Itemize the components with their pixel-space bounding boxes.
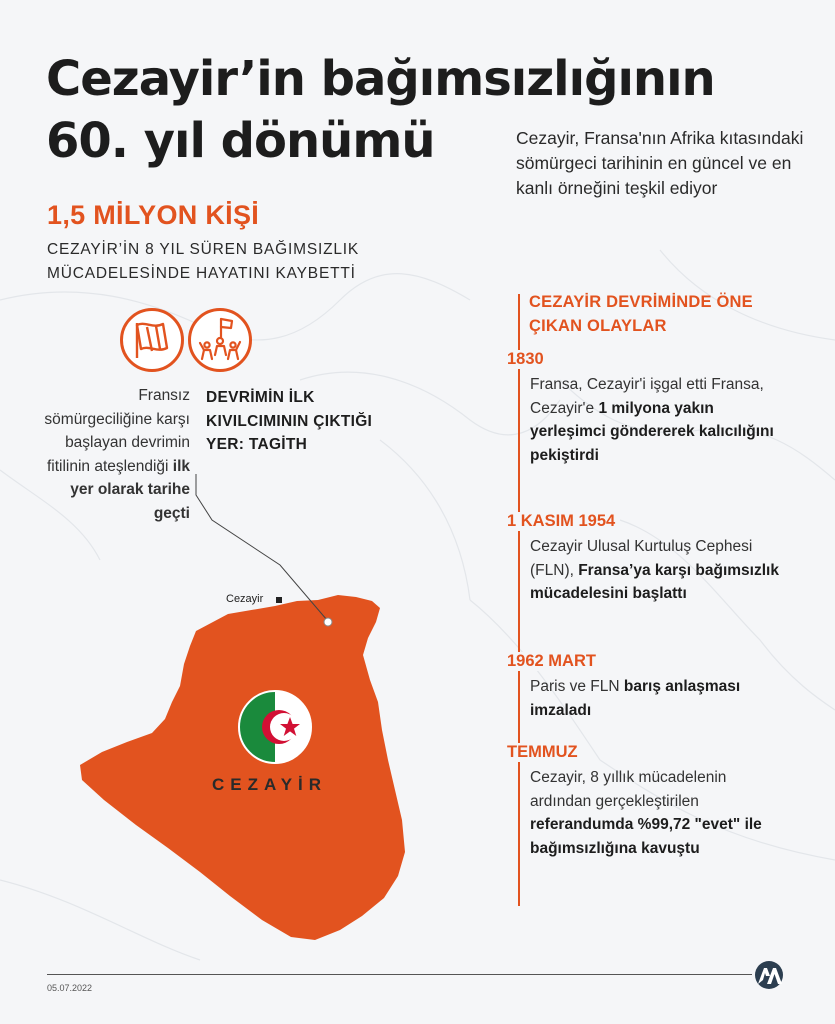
event-bold-part: 1 milyona yakın yerleşimci göndererek kalıcılığını pekiştirdi [530, 399, 774, 464]
tagith-marker [324, 618, 332, 626]
event-text [530, 675, 780, 722]
publish-date: 05.07.2022 [47, 983, 93, 993]
spark-prefix: YER: [206, 436, 249, 453]
event-title: 1 KASIM 1954 [507, 512, 619, 531]
event-text [530, 373, 780, 467]
aa-logo-icon [752, 960, 786, 990]
spark-line-1: DEVRİMİN İLK [206, 389, 315, 406]
city-marker [276, 597, 282, 603]
country-label: CEZAYİR [212, 775, 328, 794]
event-text-part: Cezayir, 8 yıllık mücadelenin ardından gerçekleştirilen [530, 769, 727, 810]
event-bold-part: referandumda %99,72 "evet" ile bağımsızlığına kavuştu [530, 816, 762, 857]
algeria-shape [80, 595, 405, 940]
note-text: Fransız sömürgeciliğine karşı başlayan devrimin fitilinin ateşlendiği [44, 387, 190, 475]
event-title: TEMMUZ [507, 743, 582, 762]
casualty-headline: 1,5 MİLYON KİŞİ [47, 200, 260, 230]
timeline-heading-line-2: ÇIKAN OLAYLAR [529, 317, 667, 335]
timeline-heading [529, 290, 789, 338]
title-line-1: Cezayir’in bağımsızlığının [46, 51, 715, 107]
footer-divider [47, 974, 752, 975]
event-text-part: Cezayir Ulusal Kurtuluş Cephesi (FLN), [530, 538, 753, 579]
event-text [530, 766, 780, 860]
event-text [530, 535, 780, 606]
title-line-2: 60. yıl dönümü [46, 113, 435, 169]
event-title: 1830 [507, 350, 548, 369]
casualty-line-2: MÜCADELESİNDE HAYATINI KAYBETTİ [47, 265, 356, 282]
event-text-part: Paris ve FLN [530, 678, 624, 695]
event-bold-part: Fransa’ya karşı bağımsızlık mücadelesini başlattı [530, 561, 779, 602]
casualty-line-1: CEZAYİR’İN 8 YIL SÜREN BAĞIMSIZLIK [47, 241, 360, 258]
city-label: Cezayir [226, 593, 264, 605]
timeline-line [518, 294, 520, 906]
timeline-heading-line-1: CEZAYİR DEVRİMİNDE ÖNE [529, 293, 753, 311]
event-bold-part: barış anlaşması imzaladı [530, 678, 741, 719]
note-bold-text: ilk yer olarak tarihe geçti [70, 457, 190, 522]
intro-text: Cezayir, Fransa'nın Afrika kıtasındaki sömürgeci tarihinin en güncel ve en kanlı örneğini teşkil ediyor [516, 128, 804, 198]
spark-place-name: TAGİTH [248, 436, 308, 453]
spark-line-2: KIVILCIMININ ÇIKTIĞI [206, 412, 373, 430]
event-text-part: Fransa, Cezayir'i işgal etti Fransa, Cezayir'e [530, 376, 764, 417]
algeria-flag-icon [239, 691, 311, 763]
event-title: 1962 MART [507, 652, 600, 671]
